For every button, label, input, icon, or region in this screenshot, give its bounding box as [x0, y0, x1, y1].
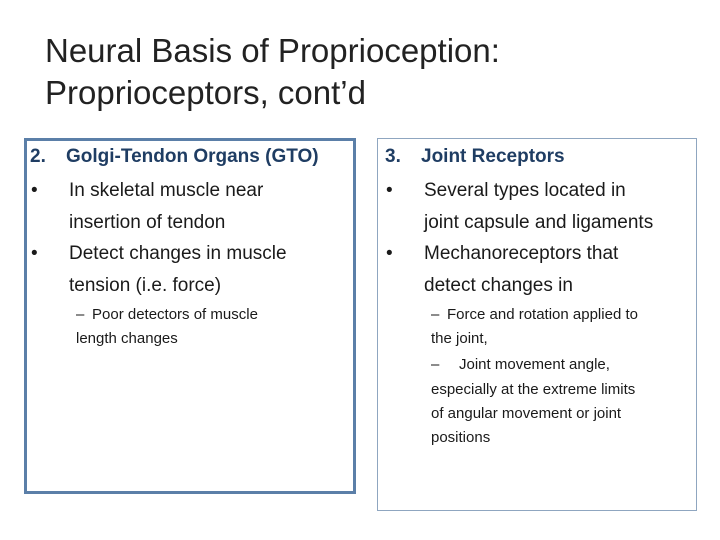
gto-sub-item-line-1: Poor detectors of muscle — [92, 306, 258, 323]
joint-sub-item-2-line-2: especially at the extreme limits — [431, 381, 636, 398]
joint-bullet-1 — [386, 175, 696, 239]
joint-heading-number: 3. — [385, 146, 401, 167]
gto-bullet-2-line-1: Detect changes in muscle — [69, 243, 287, 264]
gto-heading — [30, 146, 319, 168]
joint-bullet-2-line-2: detect changes in — [424, 275, 573, 296]
gto-heading-number: 2. — [30, 146, 46, 167]
gto-bullet-2 — [31, 238, 351, 302]
joint-sub-item-2-line-1: Joint movement angle, — [459, 356, 610, 373]
slide-title — [45, 30, 500, 114]
joint-sub-item-1-line-1: Force and rotation applied to — [447, 306, 638, 323]
joint-sub-item-2 — [431, 353, 610, 377]
dash-icon: – — [431, 356, 440, 373]
gto-bullet-2-line-2: tension (i.e. force) — [69, 275, 222, 296]
gto-bullet-1-line-2: insertion of tendon — [69, 212, 226, 233]
joint-sub-item-2-line-3: of angular movement or joint — [431, 405, 622, 422]
gto-heading-text: Golgi-Tendon Organs (GTO) — [66, 146, 319, 167]
joint-heading-text: Joint Receptors — [421, 146, 565, 167]
gto-sub-item — [76, 303, 258, 327]
slide-title-line-1: Neural Basis of Proprioception: — [45, 32, 500, 69]
bullet-icon: • — [386, 243, 393, 264]
bullet-icon: • — [386, 180, 393, 201]
dash-icon: – — [76, 306, 85, 323]
dash-icon: – — [431, 306, 440, 323]
joint-heading — [385, 146, 565, 168]
slide-title-line-2: Proprioceptors, cont’d — [45, 74, 366, 111]
bullet-icon: • — [31, 243, 38, 264]
gto-bullet-1 — [31, 175, 351, 239]
gto-bullet-1-line-1: In skeletal muscle near — [69, 180, 264, 201]
joint-bullet-2-line-1: Mechanoreceptors that — [424, 243, 619, 264]
bullet-icon: • — [31, 180, 38, 201]
gto-sub-item-cont: length changes — [76, 330, 178, 347]
joint-bullet-2 — [386, 238, 696, 302]
joint-sub-item-1 — [431, 303, 638, 327]
joint-sub-item-1-cont: the joint, — [431, 330, 488, 347]
joint-sub-item-2-line-4: positions — [431, 429, 491, 446]
joint-bullet-1-line-2: joint capsule and ligaments — [424, 212, 654, 233]
joint-bullet-1-line-1: Several types located in — [424, 180, 626, 201]
